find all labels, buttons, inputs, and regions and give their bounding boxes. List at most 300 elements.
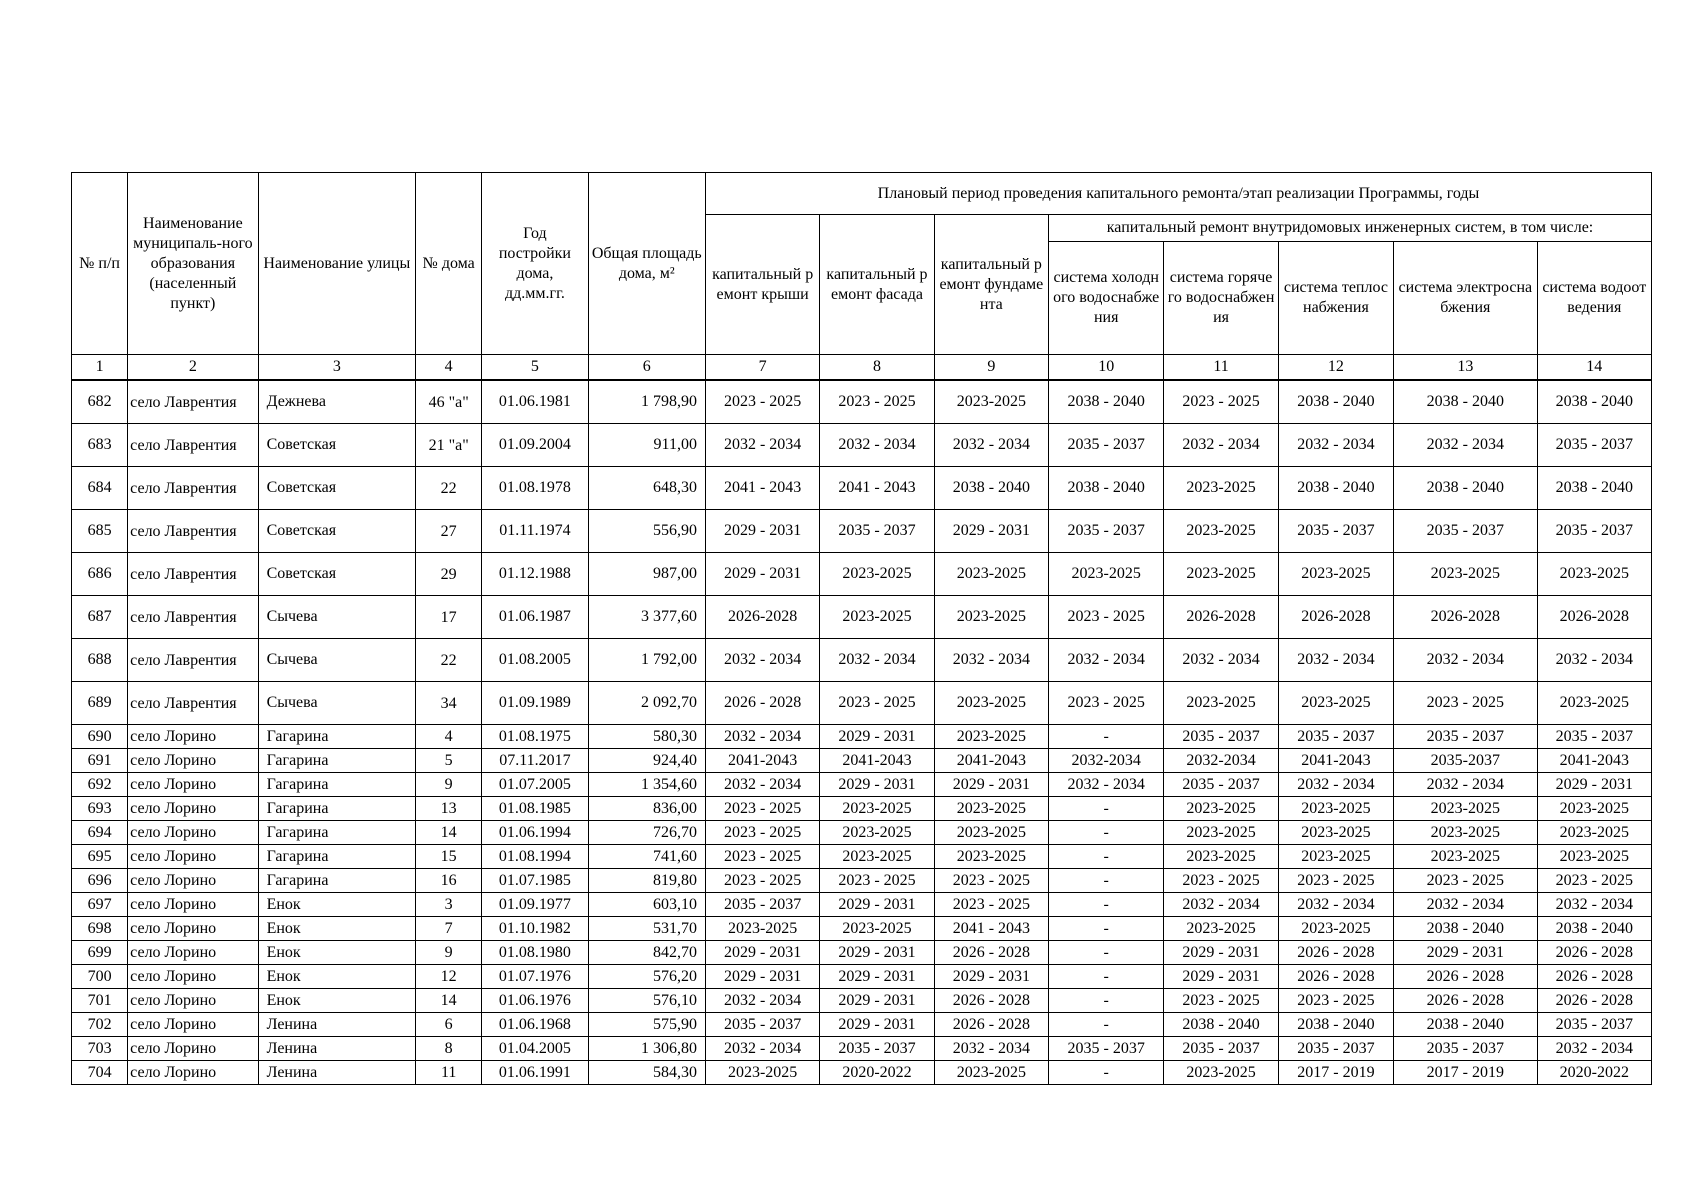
column-number: 14	[1537, 355, 1651, 381]
header-engineering-systems: капитальный ремонт внутридомовых инженерных систем, в том числе:	[1049, 215, 1652, 242]
table-header	[72, 173, 1652, 381]
build-year-cell: 01.08.1978	[482, 467, 588, 510]
facade-repair-cell: 2041 - 2043	[820, 467, 934, 510]
column-number: 10	[1049, 355, 1164, 381]
build-year-cell: 01.11.1974	[482, 510, 588, 553]
hot-water-cell: 2035 - 2037	[1164, 773, 1278, 797]
electricity-cell: 2023-2025	[1394, 553, 1537, 596]
street-cell: Ленина	[258, 1013, 415, 1037]
row-number-cell: 703	[72, 1037, 128, 1061]
municipality-cell: село Лорино	[128, 941, 258, 965]
electricity-cell: 2029 - 2031	[1394, 941, 1537, 965]
table-row	[72, 553, 1652, 596]
cold-water-cell: 2035 - 2037	[1049, 1037, 1164, 1061]
house-number-cell: 9	[416, 773, 482, 797]
street-cell: Ленина	[258, 1037, 415, 1061]
heating-cell: 2023-2025	[1278, 845, 1393, 869]
header-drainage: система водоотведения	[1537, 242, 1651, 355]
header-hot-water: система горячего водоснабжения	[1164, 242, 1278, 355]
table-row	[72, 510, 1652, 553]
heating-cell: 2023-2025	[1278, 553, 1393, 596]
facade-repair-cell: 2023 - 2025	[820, 682, 934, 725]
electricity-cell: 2035-2037	[1394, 749, 1537, 773]
foundation-repair-cell: 2029 - 2031	[934, 965, 1048, 989]
street-cell: Енок	[258, 941, 415, 965]
street-cell: Советская	[258, 553, 415, 596]
foundation-repair-cell: 2041-2043	[934, 749, 1048, 773]
drainage-cell: 2035 - 2037	[1537, 1013, 1651, 1037]
roof-repair-cell: 2041-2043	[705, 749, 819, 773]
table-row	[72, 965, 1652, 989]
house-number-cell: 14	[416, 821, 482, 845]
foundation-repair-cell: 2032 - 2034	[934, 1037, 1048, 1061]
build-year-cell: 01.07.2005	[482, 773, 588, 797]
municipality-cell: село Лорино	[128, 797, 258, 821]
hot-water-cell: 2023-2025	[1164, 467, 1278, 510]
total-area-cell: 580,30	[588, 725, 705, 749]
build-year-cell: 01.07.1985	[482, 869, 588, 893]
roof-repair-cell: 2032 - 2034	[705, 773, 819, 797]
drainage-cell: 2020-2022	[1537, 1061, 1651, 1085]
total-area-cell: 842,70	[588, 941, 705, 965]
column-number: 9	[934, 355, 1048, 381]
drainage-cell: 2026-2028	[1537, 596, 1651, 639]
roof-repair-cell: 2032 - 2034	[705, 725, 819, 749]
hot-water-cell: 2023-2025	[1164, 845, 1278, 869]
build-year-cell: 01.10.1982	[482, 917, 588, 941]
drainage-cell: 2023 - 2025	[1537, 869, 1651, 893]
electricity-cell: 2026 - 2028	[1394, 989, 1537, 1013]
column-number: 6	[588, 355, 705, 381]
electricity-cell: 2017 - 2019	[1394, 1061, 1537, 1085]
municipality-cell: село Лорино	[128, 749, 258, 773]
drainage-cell: 2023-2025	[1537, 821, 1651, 845]
electricity-cell: 2023-2025	[1394, 821, 1537, 845]
drainage-cell: 2023-2025	[1537, 553, 1651, 596]
municipality-cell: село Лорино	[128, 1013, 258, 1037]
facade-repair-cell: 2023-2025	[820, 797, 934, 821]
header-street: Наименование улицы	[258, 173, 415, 355]
header-planned-period: Плановый период проведения капитального ремонта/этап реализации Программы, годы	[705, 173, 1651, 215]
table-row	[72, 797, 1652, 821]
municipality-cell: село Лорино	[128, 965, 258, 989]
cold-water-cell: 2023-2025	[1049, 553, 1164, 596]
electricity-cell: 2023 - 2025	[1394, 869, 1537, 893]
total-area-cell: 584,30	[588, 1061, 705, 1085]
municipality-cell: село Лорино	[128, 821, 258, 845]
total-area-cell: 575,90	[588, 1013, 705, 1037]
header-total-area: Общая площадь дома, м²	[588, 173, 705, 355]
hot-water-cell: 2023-2025	[1164, 1061, 1278, 1085]
drainage-cell: 2026 - 2028	[1537, 989, 1651, 1013]
heating-cell: 2026 - 2028	[1278, 965, 1393, 989]
drainage-cell: 2032 - 2034	[1537, 1037, 1651, 1061]
facade-repair-cell: 2029 - 2031	[820, 893, 934, 917]
cold-water-cell: -	[1049, 845, 1164, 869]
house-number-cell: 22	[416, 639, 482, 682]
row-number-cell: 686	[72, 553, 128, 596]
house-number-cell: 21 "а"	[416, 424, 482, 467]
roof-repair-cell: 2029 - 2031	[705, 941, 819, 965]
table-row	[72, 467, 1652, 510]
cold-water-cell: -	[1049, 893, 1164, 917]
street-cell: Гагарина	[258, 725, 415, 749]
build-year-cell: 01.09.1977	[482, 893, 588, 917]
column-number: 8	[820, 355, 934, 381]
electricity-cell: 2023-2025	[1394, 797, 1537, 821]
repair-schedule-table	[71, 172, 1652, 1085]
foundation-repair-cell: 2023-2025	[934, 845, 1048, 869]
foundation-repair-cell: 2023-2025	[934, 596, 1048, 639]
table-row	[72, 821, 1652, 845]
roof-repair-cell: 2023-2025	[705, 1061, 819, 1085]
build-year-cell: 01.08.1994	[482, 845, 588, 869]
facade-repair-cell: 2023 - 2025	[820, 380, 934, 424]
heating-cell: 2035 - 2037	[1278, 510, 1393, 553]
table-row	[72, 682, 1652, 725]
cold-water-cell: -	[1049, 797, 1164, 821]
table-row	[72, 424, 1652, 467]
heating-cell: 2038 - 2040	[1278, 380, 1393, 424]
drainage-cell: 2026 - 2028	[1537, 965, 1651, 989]
total-area-cell: 819,80	[588, 869, 705, 893]
facade-repair-cell: 2029 - 2031	[820, 1013, 934, 1037]
cold-water-cell: -	[1049, 965, 1164, 989]
cold-water-cell: -	[1049, 1013, 1164, 1037]
build-year-cell: 01.09.1989	[482, 682, 588, 725]
municipality-cell: село Лорино	[128, 989, 258, 1013]
drainage-cell: 2023-2025	[1537, 797, 1651, 821]
foundation-repair-cell: 2023-2025	[934, 797, 1048, 821]
cold-water-cell: 2035 - 2037	[1049, 510, 1164, 553]
total-area-cell: 924,40	[588, 749, 705, 773]
street-cell: Ленина	[258, 1061, 415, 1085]
total-area-cell: 741,60	[588, 845, 705, 869]
hot-water-cell: 2032 - 2034	[1164, 893, 1278, 917]
build-year-cell: 01.07.1976	[482, 965, 588, 989]
electricity-cell: 2038 - 2040	[1394, 380, 1537, 424]
municipality-cell: село Лорино	[128, 845, 258, 869]
facade-repair-cell: 2023 - 2025	[820, 869, 934, 893]
foundation-repair-cell: 2023-2025	[934, 553, 1048, 596]
column-number: 13	[1394, 355, 1537, 381]
roof-repair-cell: 2029 - 2031	[705, 965, 819, 989]
facade-repair-cell: 2023-2025	[820, 845, 934, 869]
municipality-cell: село Лорино	[128, 917, 258, 941]
facade-repair-cell: 2041-2043	[820, 749, 934, 773]
total-area-cell: 836,00	[588, 797, 705, 821]
build-year-cell: 01.09.2004	[482, 424, 588, 467]
hot-water-cell: 2038 - 2040	[1164, 1013, 1278, 1037]
electricity-cell: 2032 - 2034	[1394, 424, 1537, 467]
drainage-cell: 2023-2025	[1537, 845, 1651, 869]
header-row-number: № п/п	[72, 173, 128, 355]
column-number: 12	[1278, 355, 1393, 381]
roof-repair-cell: 2023 - 2025	[705, 869, 819, 893]
facade-repair-cell: 2035 - 2037	[820, 510, 934, 553]
facade-repair-cell: 2029 - 2031	[820, 725, 934, 749]
heating-cell: 2032 - 2034	[1278, 773, 1393, 797]
total-area-cell: 1 306,80	[588, 1037, 705, 1061]
row-number-cell: 682	[72, 380, 128, 424]
foundation-repair-cell: 2023 - 2025	[934, 893, 1048, 917]
street-cell: Сычева	[258, 682, 415, 725]
municipality-cell: село Лаврентия	[128, 682, 258, 725]
total-area-cell: 3 377,60	[588, 596, 705, 639]
table-row	[72, 893, 1652, 917]
electricity-cell: 2035 - 2037	[1394, 510, 1537, 553]
total-area-cell: 1 792,00	[588, 639, 705, 682]
header-heating: система теплоснабжения	[1278, 242, 1393, 355]
heating-cell: 2038 - 2040	[1278, 1013, 1393, 1037]
build-year-cell: 01.06.1991	[482, 1061, 588, 1085]
table-row	[72, 917, 1652, 941]
total-area-cell: 556,90	[588, 510, 705, 553]
column-number: 4	[416, 355, 482, 381]
house-number-cell: 11	[416, 1061, 482, 1085]
cold-water-cell: 2035 - 2037	[1049, 424, 1164, 467]
municipality-cell: село Лорино	[128, 773, 258, 797]
municipality-cell: село Лорино	[128, 869, 258, 893]
foundation-repair-cell: 2023-2025	[934, 821, 1048, 845]
row-number-cell: 704	[72, 1061, 128, 1085]
header-build-year: Год постройки дома, дд.мм.гг.	[482, 173, 588, 355]
total-area-cell: 911,00	[588, 424, 705, 467]
hot-water-cell: 2035 - 2037	[1164, 1037, 1278, 1061]
house-number-cell: 12	[416, 965, 482, 989]
hot-water-cell: 2023-2025	[1164, 797, 1278, 821]
row-number-cell: 697	[72, 893, 128, 917]
electricity-cell: 2026-2028	[1394, 596, 1537, 639]
cold-water-cell: -	[1049, 869, 1164, 893]
table-row	[72, 869, 1652, 893]
row-number-cell: 693	[72, 797, 128, 821]
electricity-cell: 2026 - 2028	[1394, 965, 1537, 989]
facade-repair-cell: 2029 - 2031	[820, 965, 934, 989]
row-number-cell: 694	[72, 821, 128, 845]
hot-water-cell: 2023-2025	[1164, 821, 1278, 845]
table-row	[72, 1061, 1652, 1085]
foundation-repair-cell: 2032 - 2034	[934, 424, 1048, 467]
house-number-cell: 7	[416, 917, 482, 941]
facade-repair-cell: 2032 - 2034	[820, 424, 934, 467]
drainage-cell: 2038 - 2040	[1537, 917, 1651, 941]
hot-water-cell: 2029 - 2031	[1164, 941, 1278, 965]
drainage-cell: 2029 - 2031	[1537, 773, 1651, 797]
build-year-cell: 07.11.2017	[482, 749, 588, 773]
house-number-cell: 14	[416, 989, 482, 1013]
street-cell: Гагарина	[258, 773, 415, 797]
municipality-cell: село Лаврентия	[128, 424, 258, 467]
total-area-cell: 1 354,60	[588, 773, 705, 797]
heating-cell: 2023 - 2025	[1278, 869, 1393, 893]
drainage-cell: 2032 - 2034	[1537, 639, 1651, 682]
street-cell: Гагарина	[258, 797, 415, 821]
municipality-cell: село Лорино	[128, 1061, 258, 1085]
hot-water-cell: 2032 - 2034	[1164, 424, 1278, 467]
build-year-cell: 01.06.1987	[482, 596, 588, 639]
hot-water-cell: 2032-2034	[1164, 749, 1278, 773]
table-row	[72, 596, 1652, 639]
facade-repair-cell: 2020-2022	[820, 1061, 934, 1085]
heating-cell: 2035 - 2037	[1278, 1037, 1393, 1061]
row-number-cell: 688	[72, 639, 128, 682]
cold-water-cell: 2023 - 2025	[1049, 596, 1164, 639]
heating-cell: 2023-2025	[1278, 821, 1393, 845]
table-row	[72, 380, 1652, 424]
roof-repair-cell: 2023 - 2025	[705, 845, 819, 869]
foundation-repair-cell: 2023 - 2025	[934, 869, 1048, 893]
hot-water-cell: 2023-2025	[1164, 682, 1278, 725]
heating-cell: 2026 - 2028	[1278, 941, 1393, 965]
foundation-repair-cell: 2029 - 2031	[934, 510, 1048, 553]
electricity-cell: 2023 - 2025	[1394, 682, 1537, 725]
row-number-cell: 700	[72, 965, 128, 989]
municipality-cell: село Лаврентия	[128, 596, 258, 639]
table-row	[72, 989, 1652, 1013]
facade-repair-cell: 2023-2025	[820, 917, 934, 941]
roof-repair-cell: 2032 - 2034	[705, 1037, 819, 1061]
foundation-repair-cell: 2032 - 2034	[934, 639, 1048, 682]
heating-cell: 2032 - 2034	[1278, 893, 1393, 917]
street-cell: Гагарина	[258, 821, 415, 845]
house-number-cell: 46 "а"	[416, 380, 482, 424]
municipality-cell: село Лаврентия	[128, 467, 258, 510]
hot-water-cell: 2023-2025	[1164, 553, 1278, 596]
table-row	[72, 845, 1652, 869]
heating-cell: 2026-2028	[1278, 596, 1393, 639]
cold-water-cell: -	[1049, 989, 1164, 1013]
foundation-repair-cell: 2023-2025	[934, 725, 1048, 749]
roof-repair-cell: 2029 - 2031	[705, 553, 819, 596]
row-number-cell: 690	[72, 725, 128, 749]
heating-cell: 2041-2043	[1278, 749, 1393, 773]
foundation-repair-cell: 2026 - 2028	[934, 1013, 1048, 1037]
electricity-cell: 2023-2025	[1394, 845, 1537, 869]
street-cell: Гагарина	[258, 749, 415, 773]
heating-cell: 2023-2025	[1278, 797, 1393, 821]
foundation-repair-cell: 2023-2025	[934, 1061, 1048, 1085]
electricity-cell: 2035 - 2037	[1394, 1037, 1537, 1061]
cold-water-cell: 2038 - 2040	[1049, 467, 1164, 510]
house-number-cell: 8	[416, 1037, 482, 1061]
municipality-cell: село Лаврентия	[128, 639, 258, 682]
build-year-cell: 01.08.2005	[482, 639, 588, 682]
municipality-cell: село Лаврентия	[128, 553, 258, 596]
facade-repair-cell: 2029 - 2031	[820, 989, 934, 1013]
drainage-cell: 2035 - 2037	[1537, 510, 1651, 553]
heating-cell: 2038 - 2040	[1278, 467, 1393, 510]
foundation-repair-cell: 2041 - 2043	[934, 917, 1048, 941]
roof-repair-cell: 2035 - 2037	[705, 1013, 819, 1037]
roof-repair-cell: 2023-2025	[705, 917, 819, 941]
roof-repair-cell: 2026-2028	[705, 596, 819, 639]
roof-repair-cell: 2032 - 2034	[705, 989, 819, 1013]
row-number-cell: 683	[72, 424, 128, 467]
drainage-cell: 2032 - 2034	[1537, 893, 1651, 917]
build-year-cell: 01.04.2005	[482, 1037, 588, 1061]
cold-water-cell: 2032-2034	[1049, 749, 1164, 773]
row-number-cell: 685	[72, 510, 128, 553]
drainage-cell: 2035 - 2037	[1537, 725, 1651, 749]
municipality-cell: село Лорино	[128, 1037, 258, 1061]
heating-cell: 2023-2025	[1278, 917, 1393, 941]
municipality-cell: село Лорино	[128, 893, 258, 917]
street-cell: Енок	[258, 917, 415, 941]
street-cell: Дежнева	[258, 380, 415, 424]
header-facade-repair: капитальный ремонт фасада	[820, 215, 934, 355]
build-year-cell: 01.12.1988	[482, 553, 588, 596]
hot-water-cell: 2035 - 2037	[1164, 725, 1278, 749]
hot-water-cell: 2023-2025	[1164, 510, 1278, 553]
house-number-cell: 13	[416, 797, 482, 821]
total-area-cell: 987,00	[588, 553, 705, 596]
drainage-cell: 2035 - 2037	[1537, 424, 1651, 467]
cold-water-cell: 2023 - 2025	[1049, 682, 1164, 725]
row-number-cell: 684	[72, 467, 128, 510]
build-year-cell: 01.08.1975	[482, 725, 588, 749]
table-row	[72, 941, 1652, 965]
total-area-cell: 1 798,90	[588, 380, 705, 424]
column-number: 1	[72, 355, 128, 381]
row-number-cell: 692	[72, 773, 128, 797]
street-cell: Советская	[258, 510, 415, 553]
row-number-cell: 696	[72, 869, 128, 893]
row-number-cell: 702	[72, 1013, 128, 1037]
build-year-cell: 01.08.1980	[482, 941, 588, 965]
roof-repair-cell: 2023 - 2025	[705, 380, 819, 424]
foundation-repair-cell: 2026 - 2028	[934, 941, 1048, 965]
roof-repair-cell: 2023 - 2025	[705, 821, 819, 845]
header-electricity: система электроснабжения	[1394, 242, 1537, 355]
build-year-cell: 01.06.1981	[482, 380, 588, 424]
table-row	[72, 749, 1652, 773]
roof-repair-cell: 2029 - 2031	[705, 510, 819, 553]
column-number: 7	[705, 355, 819, 381]
street-cell: Енок	[258, 893, 415, 917]
header-cold-water: система холодного водоснабжения	[1049, 242, 1164, 355]
build-year-cell: 01.06.1994	[482, 821, 588, 845]
heating-cell: 2032 - 2034	[1278, 639, 1393, 682]
table-row	[72, 1013, 1652, 1037]
street-cell: Советская	[258, 424, 415, 467]
table-row	[72, 773, 1652, 797]
street-cell: Енок	[258, 965, 415, 989]
electricity-cell: 2035 - 2037	[1394, 725, 1537, 749]
total-area-cell: 531,70	[588, 917, 705, 941]
drainage-cell: 2038 - 2040	[1537, 467, 1651, 510]
foundation-repair-cell: 2026 - 2028	[934, 989, 1048, 1013]
house-number-cell: 3	[416, 893, 482, 917]
total-area-cell: 576,10	[588, 989, 705, 1013]
row-number-cell: 691	[72, 749, 128, 773]
roof-repair-cell: 2032 - 2034	[705, 639, 819, 682]
house-number-cell: 5	[416, 749, 482, 773]
drainage-cell: 2038 - 2040	[1537, 380, 1651, 424]
table-row	[72, 1037, 1652, 1061]
facade-repair-cell: 2023-2025	[820, 821, 934, 845]
house-number-cell: 16	[416, 869, 482, 893]
drainage-cell: 2026 - 2028	[1537, 941, 1651, 965]
cold-water-cell: -	[1049, 1061, 1164, 1085]
row-number-cell: 695	[72, 845, 128, 869]
column-number: 5	[482, 355, 588, 381]
street-cell: Гагарина	[258, 869, 415, 893]
roof-repair-cell: 2032 - 2034	[705, 424, 819, 467]
house-number-cell: 27	[416, 510, 482, 553]
hot-water-cell: 2023 - 2025	[1164, 989, 1278, 1013]
hot-water-cell: 2023 - 2025	[1164, 380, 1278, 424]
